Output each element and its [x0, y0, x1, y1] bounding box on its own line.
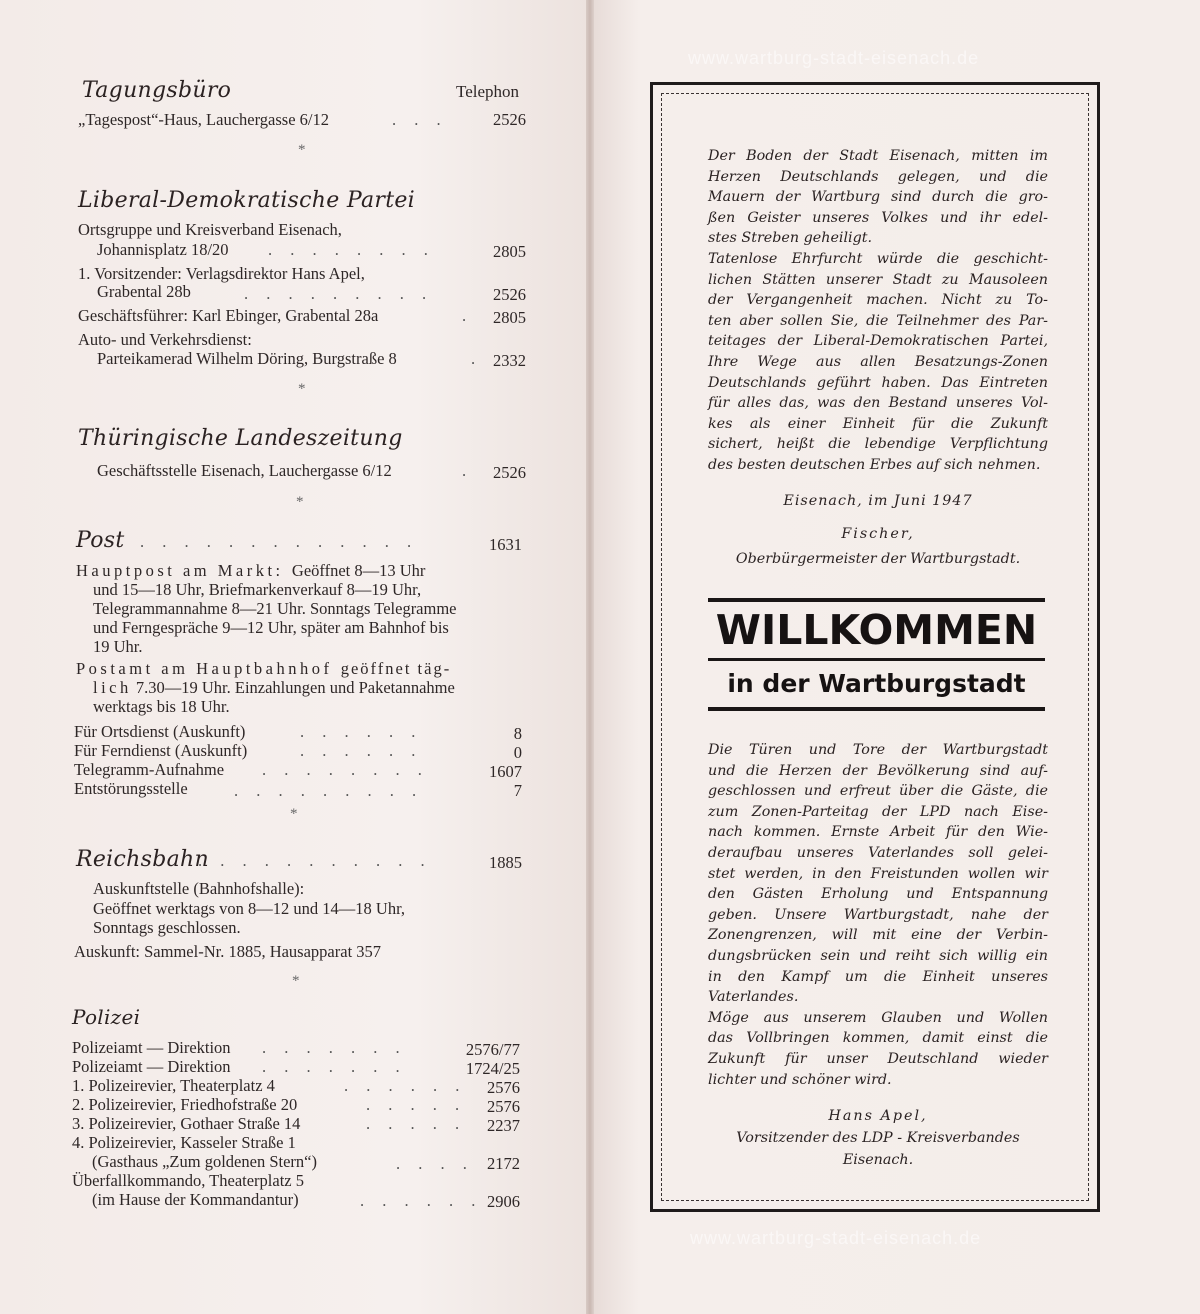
reichsbahn-phone: 1885 [489, 853, 522, 872]
post-hours: geöffnet täg- [340, 659, 452, 678]
headline-rule-bottom [708, 707, 1045, 711]
headline-rule-top [708, 598, 1045, 602]
leader-dots: . . . . . . . . . [244, 284, 434, 303]
post-line: werktags bis 18 Uhr. [93, 697, 230, 716]
paragraph-line: dungsbrücken sein und reiht sich willig ein [708, 947, 1048, 964]
separator: * [298, 381, 306, 397]
separator: * [296, 494, 304, 510]
leader-dots: . . . [392, 110, 448, 129]
post-line [76, 561, 425, 581]
page-fold [586, 0, 594, 1314]
post-phone: 7 [513, 781, 522, 800]
leader-dots: . . . . . . . [262, 1038, 407, 1057]
ldp-line: Grabental 28b [97, 282, 191, 301]
polizei-line: 2. Polizeirevier, Friedhofstraße 20 [72, 1095, 298, 1114]
paragraph-line: teitages der Liberal-Demokratischen Partei, [708, 333, 1048, 350]
leader-dots: . . . . . [366, 1095, 467, 1114]
paragraph-line: in den Kampf um die Einheit unseres [708, 968, 1048, 985]
polizei-line: Polizeiamt — Direktion [72, 1038, 231, 1057]
reichsbahn-line: Auskunft: Sammel-Nr. 1885, Hausapparat 357 [74, 942, 382, 961]
polizei-line: (Gasthaus „Zum goldenen Stern“) [92, 1152, 317, 1171]
paragraph-line: Deutschlands geführt haben. Das Eintreten [708, 374, 1048, 391]
ldp-phone: 2526 [493, 285, 526, 304]
post-line [76, 659, 451, 679]
post-postamt: Postamt am Hauptbahnhof [76, 659, 333, 678]
tlz-phone: 2526 [493, 463, 526, 482]
paragraph-line: Zukunft für unser Deutschland wieder [708, 1050, 1048, 1067]
post-line: 19 Uhr. [93, 637, 143, 656]
paragraph-line: der Vergangenheit machen. Nicht zu To- [708, 292, 1048, 309]
greeting-paragraph-chairman [708, 740, 1048, 1090]
tagungsbuero-address: „Tagespost“-Haus, Lauchergasse 6/12 [78, 110, 329, 129]
ldp-line: Geschäftsführer: Karl Ebinger, Grabental 28a [78, 306, 379, 325]
paragraph-line: deraufbau unseres Vaterlandes soll gelei- [708, 844, 1048, 861]
polizei-line: 1. Polizeirevier, Theaterplatz 4 [72, 1076, 275, 1095]
paragraph-line: stet werden, in den Freistunden wollen wir [708, 865, 1048, 882]
leader-dots: . . . . . [366, 1114, 467, 1133]
paragraph-line: Möge aus unserem Glauben und Wollen [708, 1009, 1048, 1026]
separator: * [298, 142, 306, 158]
polizei-phone: 2576 [487, 1097, 520, 1116]
tagungsbuero-phone: 2526 [493, 110, 526, 129]
post-line: Entstörungsstelle [74, 779, 188, 798]
ldp-line: Auto- und Verkehrsdienst: [78, 330, 252, 349]
paragraph-line: stes Streben geheiligt. [708, 230, 873, 247]
leader-dots: . . . . . . . . . [234, 781, 424, 800]
polizei-phone: 2906 [487, 1192, 520, 1211]
paragraph-line: Ihre Wege aus allen Besatzungs-Zonen [708, 353, 1048, 370]
post-line [93, 678, 455, 698]
signature-role: Eisenach. [842, 1152, 914, 1168]
ldp-line: Johannisplatz 18/20 [97, 240, 229, 259]
polizei-line: 3. Polizeirevier, Gothaer Straße 14 [72, 1114, 301, 1133]
greeting-paragraph-mayor [708, 146, 1048, 476]
reichsbahn-line: Sonntags geschlossen. [93, 918, 241, 937]
leader-dots: . . . . [396, 1154, 474, 1173]
paragraph-line: geschlossen und erfreut über die Gäste, die [708, 783, 1048, 800]
paragraph-line: lichter und schöner wird. [708, 1071, 892, 1088]
paragraph-line: Mauern der Wartburg sind durch die gro- [708, 189, 1048, 206]
post-phone: 8 [513, 724, 522, 743]
paragraph-line: ten aber sollen Sie, die Teilnehmer des Par- [708, 312, 1048, 329]
watermark: www.wartburg-stadt-eisenach.de [690, 1228, 982, 1248]
paragraph-line: lichen Stätten unserer Stadt zu Mausoleen [708, 271, 1048, 288]
paragraph-line: den Gästen Erholung und Entspannung [708, 886, 1048, 903]
polizei-phone: 2172 [487, 1154, 520, 1173]
reichsbahn-line: Geöffnet werktags von 8—12 und 14—18 Uhr, [93, 899, 406, 918]
ldp-line: Parteikamerad Wilhelm Döring, Burgstraße 8 [97, 349, 397, 368]
paragraph-line: Zonengrenzen, will mit eine der Verbin- [708, 927, 1048, 944]
post-hauptpost: Hauptpost am Markt: [76, 561, 284, 580]
reichsbahn-line: Auskunftstelle (Bahnhofshalle): [93, 879, 305, 898]
ldp-phone: 2332 [493, 351, 526, 370]
paragraph-line: ßen Geister unseres Volkes und ihr edel- [708, 209, 1048, 226]
signature-role: Oberbürgermeister der Wartburgstadt. [735, 551, 1021, 567]
telephon-column-header: Telephon [456, 82, 520, 101]
post-line: Telegramm-Aufnahme [74, 760, 225, 779]
ldp-title: Liberal-Demokratische Partei [78, 188, 415, 213]
post-line: Für Ortsdienst (Auskunft) [74, 722, 246, 741]
post-line: Für Ferndienst (Auskunft) [74, 741, 248, 760]
signature-role: Vorsitzender des LDP - Kreisverbandes [736, 1130, 1020, 1146]
leader-dots: . . . . . . . . [268, 240, 435, 259]
paragraph-line: Herzen Deutschlands gelegen, und die [708, 168, 1048, 185]
paragraph-line: Tatenlose Ehrfurcht würde die geschicht- [708, 250, 1048, 267]
headline-subtitle: in der Wartburgstadt [727, 669, 1026, 698]
post-phone: 0 [513, 743, 522, 762]
polizei-line: Polizeiamt — Direktion [72, 1057, 231, 1076]
paragraph-line: Die Türen und Tore der Wartburgstadt [708, 742, 1048, 758]
paragraph-line: zum Zonen-Parteitag der LPD nach Eise- [708, 803, 1048, 820]
polizei-phone: 2576/77 [465, 1040, 520, 1059]
post-phone: 1631 [489, 535, 522, 554]
paragraph-line: des besten deutschen Erbes auf sich nehmen. [708, 456, 1041, 473]
post-hours: 7.30—19 Uhr. Einzahlungen und Paketannahme [135, 678, 455, 697]
paragraph-line: und die Herzen der Bevölkerung sind auf- [708, 762, 1048, 779]
polizei-title: Polizei [72, 1005, 141, 1029]
leader-dots: . [462, 306, 474, 325]
paragraph-line: das Vollbringen kommen, damit einst die [708, 1030, 1048, 1047]
watermark: www.wartburg-stadt-eisenach.de [688, 48, 980, 68]
polizei-line: Überfallkommando, Theaterplatz 5 [72, 1171, 304, 1190]
leader-dots: . . . . . . . [262, 1057, 407, 1076]
signature-name: Hans Apel, [828, 1108, 928, 1124]
leader-dots: . . . . . . [300, 741, 423, 760]
leader-dots: . . . . . . [344, 1076, 467, 1095]
post-title: Post [76, 528, 125, 553]
paragraph-line: Vaterlandes. [708, 989, 799, 1006]
place-date: Eisenach, im Juni 1947 [783, 493, 973, 509]
tlz-title: Thüringische Landeszeitung [78, 426, 403, 451]
leader-dots: . [462, 461, 474, 480]
paragraph-line: für alles das, was den Bestand unseres Vol- [708, 395, 1048, 412]
ldp-phone: 2805 [493, 308, 526, 327]
ldp-line: Ortsgruppe und Kreisverband Eisenach, [78, 220, 342, 239]
paragraph-line: nach kommen. Ernste Arbeit für den Wie- [708, 824, 1048, 841]
headline-rule-middle [708, 658, 1045, 661]
leader-dots: . [471, 349, 483, 368]
ldp-phone: 2805 [493, 242, 526, 261]
leader-dots: . . . . . . . . [262, 760, 429, 779]
post-hours: Geöffnet 8—13 Uhr [291, 561, 426, 580]
post-line: und Ferngespräche 9—12 Uhr, später am Bahnhof bis [93, 618, 449, 637]
post-line: Telegrammannahme 8—21 Uhr. Sonntags Telegramme [93, 599, 457, 618]
leader-dots: . . . . . . [360, 1191, 483, 1210]
post-line: und 15—18 Uhr, Briefmarkenverkauf 8—19 Uhr, [93, 580, 422, 599]
polizei-phone: 2237 [487, 1116, 520, 1135]
paragraph-line: kes als einer Einheit für die Zukunft [708, 415, 1048, 432]
polizei-phone: 1724/25 [465, 1059, 520, 1078]
reichsbahn-title: Reichsbahn [76, 847, 209, 872]
paragraph-line: sichert, heißt die lebendige Verpflichtung [708, 436, 1048, 453]
polizei-phone: 2576 [487, 1078, 520, 1097]
headline-willkommen: WILLKOMMEN [715, 606, 1038, 654]
leader-dots: . . . . . . . . . . . [198, 851, 432, 870]
leader-dots: . . . . . . [300, 722, 423, 741]
ldp-line: 1. Vorsitzender: Verlagsdirektor Hans Apel, [78, 264, 365, 283]
separator: * [292, 973, 300, 989]
signature-name: Fischer, [841, 526, 915, 542]
post-phone: 1607 [489, 762, 522, 781]
polizei-line: 4. Polizeirevier, Kasseler Straße 1 [72, 1133, 296, 1152]
tagungsbuero-title: Tagungsbüro [82, 78, 232, 103]
paragraph-line: geben. Unsere Wartburgstadt, nahe der [708, 906, 1048, 923]
tlz-line: Geschäftsstelle Eisenach, Lauchergasse 6/12 [97, 461, 392, 480]
polizei-line: (im Hause der Kommandantur) [92, 1190, 299, 1209]
post-daily: lich [93, 678, 132, 697]
separator: * [290, 806, 298, 822]
paragraph-line: Der Boden der Stadt Eisenach, mitten im [708, 148, 1048, 164]
leader-dots: . . . . . . . . . . . . . [140, 532, 419, 551]
